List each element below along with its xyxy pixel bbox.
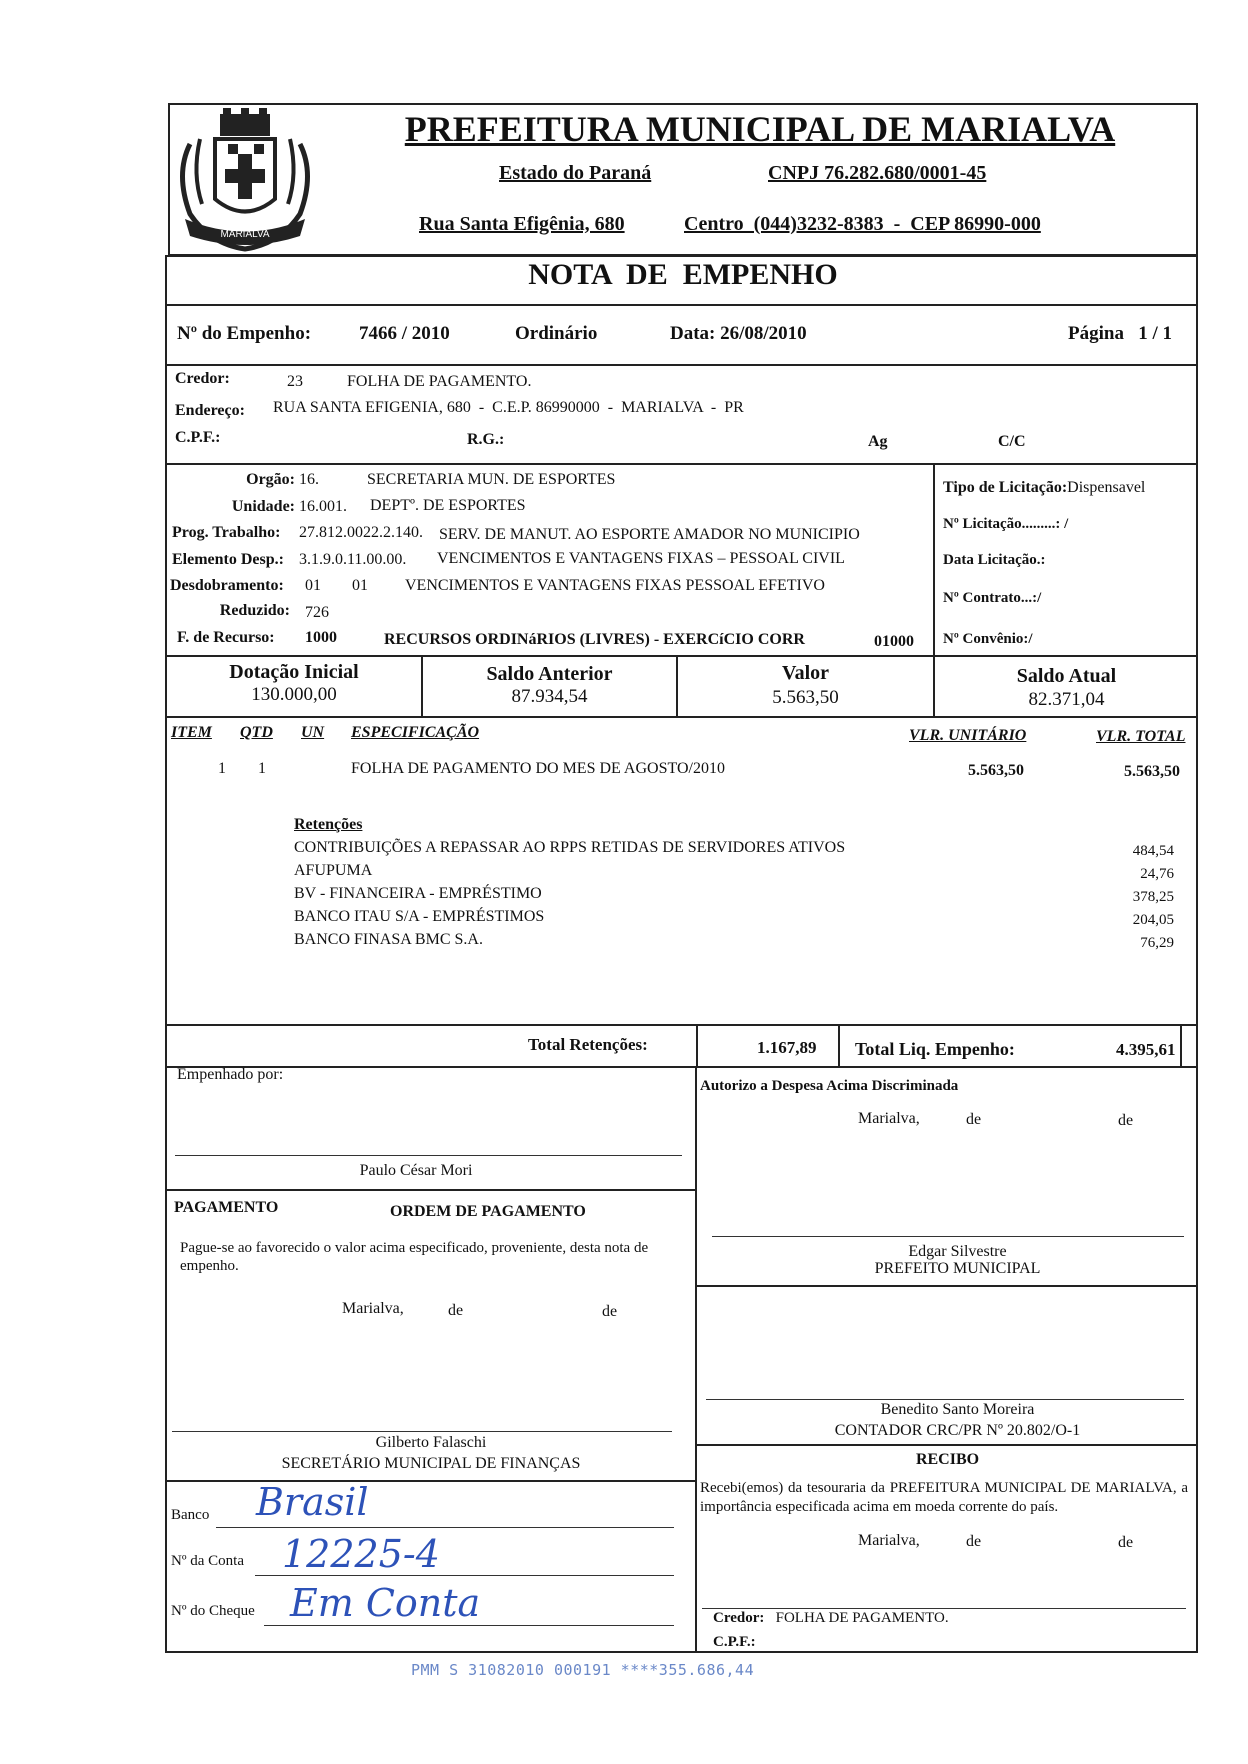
saldo-anterior-value: 87.934,54 xyxy=(511,686,588,707)
retencao-desc-2: AFUPUMA xyxy=(294,862,373,879)
fonte-recurso-code: 1000 xyxy=(305,629,337,646)
recibo-credor: Credor: FOLHA DE PAGAMENTO. xyxy=(713,1610,949,1626)
agency-label: Ag xyxy=(868,433,888,450)
dotacao-inicial-value: 130.000,00 xyxy=(251,684,337,705)
retencao-desc-3: BV - FINANCEIRA - EMPRÉSTIMO xyxy=(294,885,542,902)
orgao-name: SECRETARIA MUN. DE ESPORTES xyxy=(367,471,616,488)
svg-text:MARIALVA: MARIALVA xyxy=(220,229,270,240)
divider xyxy=(165,716,1198,718)
valor-label: Valor xyxy=(781,662,830,684)
divider xyxy=(695,1066,697,1653)
account-label: C/C xyxy=(998,433,1026,450)
desdobramento-code-1: 01 xyxy=(305,577,321,594)
col-header-un: UN xyxy=(301,724,325,741)
payment-stamp: PMM S 31082010 000191 ****355.686,44 xyxy=(411,1661,755,1679)
col-header-especificacao: ESPECIFICAÇÃO xyxy=(351,724,480,741)
prog-label: Prog. Trabalho: xyxy=(172,524,281,541)
signature-line xyxy=(175,1155,682,1156)
divider xyxy=(165,1480,695,1482)
signature-line xyxy=(172,1431,672,1432)
autorizo-de-1: de xyxy=(966,1111,982,1128)
total-liquido-value: 4.395,61 xyxy=(1116,1040,1176,1059)
retencao-desc-4: BANCO ITAU S/A - EMPRÉSTIMOS xyxy=(294,908,545,925)
divider xyxy=(165,364,1198,366)
page-number: Página 1 / 1 xyxy=(1068,323,1172,344)
reduzido-value: 726 xyxy=(305,604,329,621)
reduzido-label: Reduzido: xyxy=(219,602,290,619)
recibo-cpf-label: C.P.F.: xyxy=(713,1634,756,1650)
retencao-desc-5: BANCO FINASA BMC S.A. xyxy=(294,931,483,948)
orgao-label: Orgão: xyxy=(246,471,295,488)
cheque-label: Nº do Cheque xyxy=(171,1603,255,1619)
elemento-name: VENCIMENTOS E VANTAGENS FIXAS – PESSOAL CIVIL xyxy=(437,550,845,567)
col-header-qtd: QTD xyxy=(240,724,273,741)
valor-value: 5.563,50 xyxy=(772,687,839,708)
empenhado-por-name: Paulo César Mori xyxy=(359,1162,473,1179)
secretario-role: SECRETÁRIO MUNICIPAL DE FINANÇAS xyxy=(281,1455,581,1472)
retencao-value-5: 76,29 xyxy=(1140,935,1174,951)
rg-label: R.G.: xyxy=(467,431,505,448)
prog-code: 27.812.0022.2.140. xyxy=(299,524,423,541)
autorizo-title: Autorizo a Despesa Acima Discriminada xyxy=(700,1078,959,1094)
divider xyxy=(1180,1024,1182,1068)
signature-line xyxy=(702,1608,1186,1609)
contact-line: Centro (044)3232-8383 - CEP 86990-000 xyxy=(684,213,1041,235)
retencao-value-3: 378,25 xyxy=(1132,889,1174,905)
banco-handwritten-value: Brasil xyxy=(256,1480,369,1524)
table-row-description: FOLHA DE PAGAMENTO DO MES DE AGOSTO/2010 xyxy=(351,760,725,777)
table-row-item: 1 xyxy=(218,760,226,777)
col-header-valor-total: VLR. TOTAL xyxy=(1096,728,1186,745)
recibo-de-2: de xyxy=(1118,1534,1134,1551)
table-row-total-value: 5.563,50 xyxy=(1124,763,1180,780)
document-title: NOTA DE EMPENHO xyxy=(528,258,838,291)
empenho-date: Data: 26/08/2010 xyxy=(670,323,807,344)
retencoes-title: Retenções xyxy=(294,816,363,833)
divider xyxy=(165,304,1198,306)
credor-label: Credor: xyxy=(175,370,230,387)
cnpj: CNPJ 76.282.680/0001-45 xyxy=(768,162,987,184)
prefeito-role: PREFEITO MUNICIPAL xyxy=(874,1260,1041,1277)
table-row-unit-value: 5.563,50 xyxy=(968,762,1024,779)
total-retencoes-value: 1.167,89 xyxy=(757,1038,817,1057)
contador-name: Benedito Santo Moreira xyxy=(880,1401,1035,1418)
retencao-value-2: 24,76 xyxy=(1140,866,1174,882)
divider xyxy=(165,1024,1198,1026)
conta-handwritten-value: 12225-4 xyxy=(282,1532,440,1576)
address-label: Endereço: xyxy=(175,402,245,419)
secretario-name: Gilberto Falaschi xyxy=(375,1434,487,1451)
street-address: Rua Santa Efigênia, 680 xyxy=(419,213,625,235)
prefeito-name: Edgar Silvestre xyxy=(908,1243,1007,1260)
desdobramento-code-2: 01 xyxy=(352,577,368,594)
divider xyxy=(165,1066,1198,1068)
pagamento-de-2: de xyxy=(602,1303,618,1320)
dotacao-inicial-label: Dotação Inicial xyxy=(229,661,359,683)
licitacao-type: Tipo de Licitação:Dispensavel xyxy=(943,479,1146,496)
saldo-atual-value: 82.371,04 xyxy=(1028,689,1105,710)
licitacao-date: Data Licitação.: xyxy=(943,552,1046,568)
table-row-qtd: 1 xyxy=(258,760,266,777)
col-header-item: ITEM xyxy=(171,724,212,741)
saldo-anterior-label: Saldo Anterior xyxy=(486,663,613,685)
total-liquido-label: Total Liq. Empenho: xyxy=(855,1039,1015,1059)
cheque-line xyxy=(264,1625,674,1626)
ordem-pagamento-title: ORDEM DE PAGAMENTO xyxy=(390,1203,586,1220)
credor-code: 23 xyxy=(287,373,303,390)
prog-name: SERV. DE MANUT. AO ESPORTE AMADOR NO MUNICIPIO xyxy=(439,526,860,543)
empenho-type: Ordinário xyxy=(515,323,598,344)
elemento-label: Elemento Desp.: xyxy=(172,551,284,568)
divider xyxy=(695,1285,1198,1287)
recibo-text: Recebi(emos) da tesouraria da PREFEITURA MUNICIPAL DE MARIALVA, a importância especificada acima em moeda corrente do país. xyxy=(700,1480,1188,1515)
signature-line xyxy=(712,1236,1184,1237)
divider xyxy=(695,1444,1198,1446)
unidade-name: DEPTº. DE ESPORTES xyxy=(370,497,526,514)
cpf-label: C.P.F.: xyxy=(175,429,221,446)
retencao-value-1: 484,54 xyxy=(1132,843,1174,859)
col-header-valor-unitario: VLR. UNITÁRIO xyxy=(909,727,1027,744)
fonte-recurso-label: F. de Recurso: xyxy=(177,629,275,646)
divider xyxy=(696,1024,698,1068)
empenhado-por-label: Empenhado por: xyxy=(177,1066,284,1083)
elemento-code: 3.1.9.0.11.00.00. xyxy=(299,551,407,568)
fonte-recurso-code-2: 01000 xyxy=(874,633,914,650)
unidade-code: 16.001. xyxy=(299,498,347,515)
state-name: Estado do Paraná xyxy=(499,162,652,184)
credor-name: FOLHA DE PAGAMENTO. xyxy=(347,373,532,390)
recibo-de-1: de xyxy=(966,1533,982,1550)
orgao-code: 16. xyxy=(299,471,319,488)
banco-label: Banco xyxy=(171,1507,210,1523)
divider xyxy=(165,1189,695,1191)
licitacao-number: Nº Licitação.........: / xyxy=(943,516,1069,532)
unidade-label: Unidade: xyxy=(231,498,295,515)
divider xyxy=(165,655,1198,657)
pagamento-de-1: de xyxy=(448,1302,464,1319)
desdobramento-label: Desdobramento: xyxy=(170,577,284,594)
total-retencoes-label: Total Retenções: xyxy=(528,1035,648,1054)
divider xyxy=(933,463,935,655)
convenio-number: Nº Convênio:/ xyxy=(943,631,1033,647)
recibo-title: RECIBO xyxy=(915,1451,980,1468)
contract-number: Nº Contrato...:/ xyxy=(943,590,1042,606)
autorizo-de-2: de xyxy=(1118,1112,1134,1129)
fonte-recurso-name: RECURSOS ORDINáRIOS (LIVRES) - EXERCíCIO CORR xyxy=(384,631,805,648)
banco-line xyxy=(216,1527,674,1528)
retencao-value-4: 204,05 xyxy=(1132,912,1174,928)
contador-role: CONTADOR CRC/PR Nº 20.802/O-1 xyxy=(834,1422,1081,1439)
municipality-title: PREFEITURA MUNICIPAL DE MARIALVA xyxy=(404,109,1116,149)
conta-label: Nº da Conta xyxy=(171,1553,244,1569)
desdobramento-name: VENCIMENTOS E VANTAGENS FIXAS PESSOAL EFETIVO xyxy=(405,577,825,594)
pagamento-label: PAGAMENTO xyxy=(174,1199,279,1216)
pagamento-text: Pague-se ao favorecido o valor acima especificado, proveniente, desta nota de empenho. xyxy=(180,1240,649,1274)
pagamento-city: Marialva, xyxy=(342,1300,404,1317)
empenho-number: 7466 / 2010 xyxy=(359,323,450,344)
saldo-atual-label: Saldo Atual xyxy=(1016,665,1117,687)
empenho-number-label: Nº do Empenho: xyxy=(177,323,312,344)
cheque-handwritten-value: Em Conta xyxy=(290,1581,481,1625)
address-value: RUA SANTA EFIGENIA, 680 - C.E.P. 86990000 - MARIALVA - PR xyxy=(273,399,744,416)
autorizo-city: Marialva, xyxy=(858,1110,920,1127)
recibo-city: Marialva, xyxy=(858,1532,920,1549)
retencao-desc-1: CONTRIBUIÇÕES A REPASSAR AO RPPS RETIDAS DE SERVIDORES ATIVOS xyxy=(294,839,846,856)
divider xyxy=(838,1024,840,1068)
signature-line xyxy=(706,1399,1184,1400)
divider xyxy=(165,463,1198,465)
